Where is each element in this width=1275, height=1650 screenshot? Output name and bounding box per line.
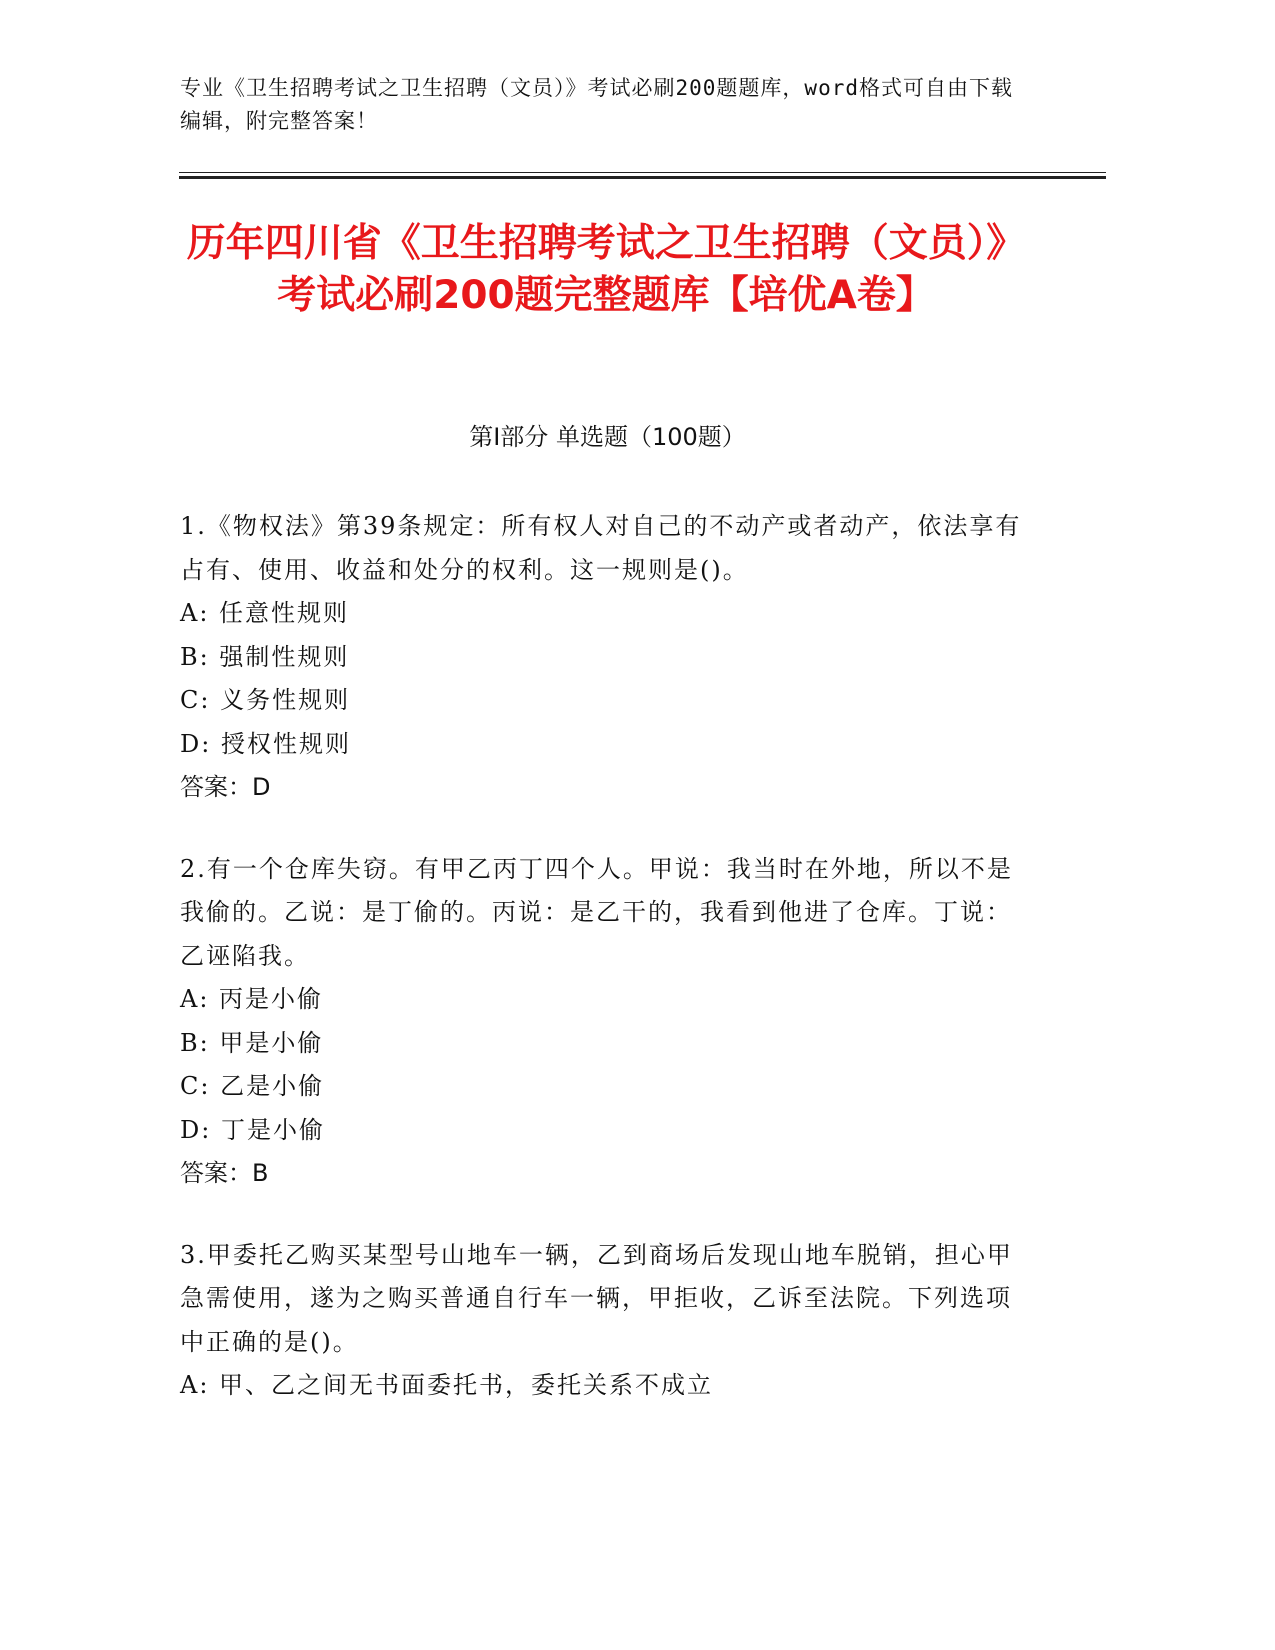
answer-label: 答案：B [180,1159,269,1187]
option-d: D: 丁是小偷 [180,1115,325,1144]
option-d: D: 授权性规则 [180,729,351,758]
option-a: A: 任意性规则 [180,599,350,627]
question-stem: 2.有一个仓库失窃。有甲乙丙丁四个人。甲说：我当时在外地，所以不是我偷的。乙说：是丁偷的。丙说：是乙干的，我看到他进了仓库。丁说：乙诬陷我。 [180,854,1013,970]
section-title: 第I部分 单选题（100题） [469,423,746,451]
answer-label: 答案：D [180,773,271,801]
question-stem: 1.《物权法》第39条规定：所有权人对自己的不动产或者动产，依法享有占有、使用、收益和处分的权利。这一规则是()。 [180,512,1022,584]
question-2 [180,848,1030,1196]
option-c: C: 义务性规则 [180,686,351,714]
header-divider-thick [179,176,1106,179]
document-title: 历年四川省《卫生招聘考试之卫生招聘（文员）》考试必刷200题完整题库【培优A卷】 [186,221,1026,318]
header-divider-thin [179,172,1106,173]
option-a: A: 丙是小偷 [180,985,324,1013]
question-stem: 3.甲委托乙购买某型号山地车一辆，乙到商场后发现山地车脱销，担心甲急需使用，遂为之购买普通自行车一辆，甲拒收，乙诉至法院。下列选项中正确的是()。 [180,1240,1013,1356]
question-1 [180,505,1030,810]
header-note: 专业《卫生招聘考试之卫生招聘（文员）》考试必刷200题题库，word格式可自由下载编辑，附完整答案！ [180,76,1013,133]
question-list [180,505,1030,1446]
question-3 [180,1234,1030,1408]
option-b: B: 强制性规则 [180,642,350,671]
option-a: A: 甲、乙之间无书面委托书，委托关系不成立 [180,1371,714,1399]
option-b: B: 甲是小偷 [180,1028,324,1057]
option-c: C: 乙是小偷 [180,1072,325,1100]
